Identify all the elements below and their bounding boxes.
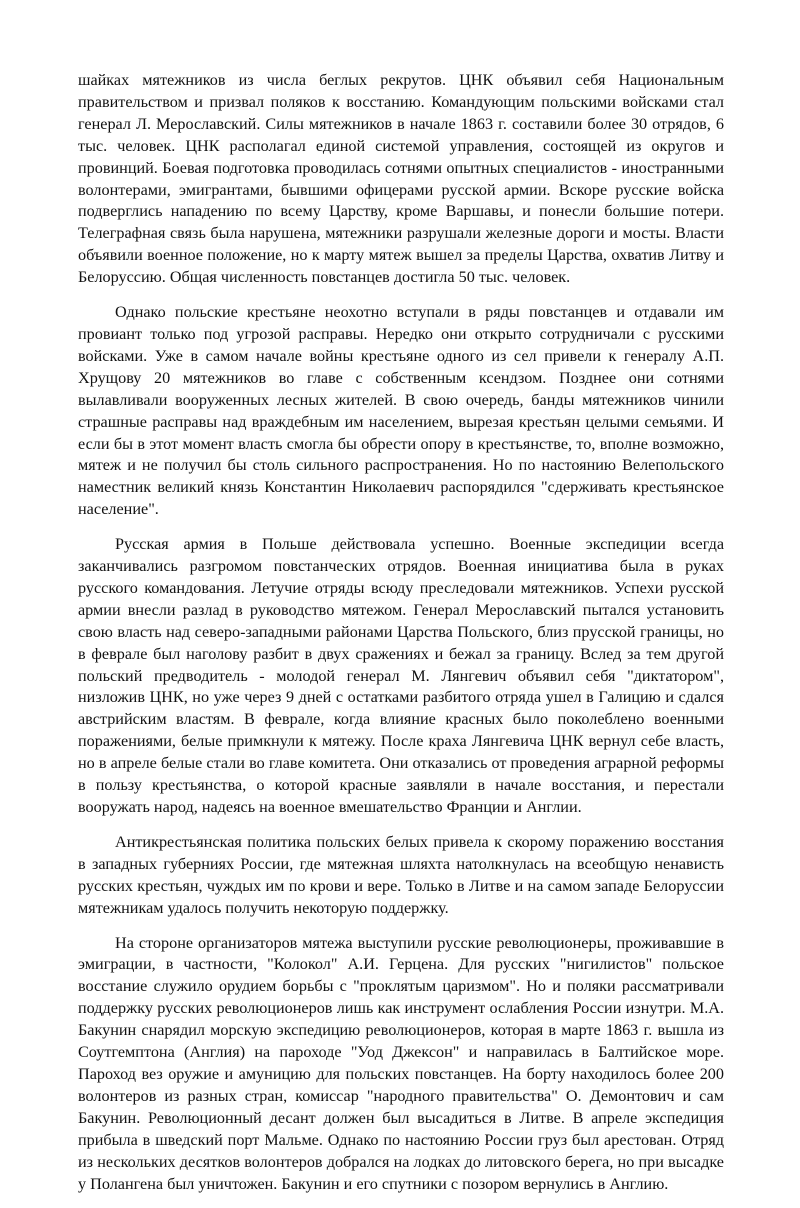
paragraph-russian-army: Русская армия в Польше действовала успешно. Военные экспедиции всегда заканчивались разгромом повстанческих отрядов. Военная инициатива была в руках русского командования. Летучие отряды всюду преследовали мятежников. Успехи русской армии внесли разлад в руководство мятежом. Генерал Мерославский пытался установить свою власть над северо-западными районами Царства Польского, близ прусской границы, но в феврале был наголову разбит в двух сражениях и бежал за границу. Вслед за тем другой польский предводитель - молодой генерал М. Лянгевич объявил себя "диктатором", низложив ЦНК, но уже через 9 дней с остатками разбитого отряда ушел в Галицию и сдался австрийским властям. В феврале, когда влияние красных было поколеблено военными поражениями, белые примкнули к мятежу. После краха Лянгевича ЦНК вернул себе власть, но в апреле белые стали во главе комитета. Они отказались от проведения аграрной реформы в пользу крестьянства, о которой красные заявляли в начале восстания, и перестали вооружать народ, надеясь на военное вмешательство Франции и Англии. bbox=[78, 535, 724, 816]
paragraph-revolutionaries: На стороне организаторов мятежа выступили русские революционеры, проживавшие в эмиграции, в частности, "Колокол" А.И. Герцена. Для русских "нигилистов" польское восстание служило орудием борьбы с "проклятым царизмом". Но и поляки рассматривали поддержку русских революционеров лишь как инструмент ослабления России изнутри. М.А. Бакунин снарядил морскую экспедицию революционеров, которая в марте 1863 г. вышла из Соутгемптона (Англия) на пароходе "Уод Джексон" и направилась в Балтийское море. Пароход вез оружие и амуницию для польских повстанцев. На борту находилось более 200 волонтеров из разных стран, комиссар "народного правительства" О. Демонтович и сам Бакунин. Революционный десант должен был высадиться в Литве. В апреле экспедиция прибыла в шведский порт Мальме. Однако по настоянию России груз был арестован. Отряд из нескольких десятков волонтеров добрался на лодках до литовского берега, но при высадке у Полангена был уничтожен. Бакунин и его спутники с позором вернулись в Англию. bbox=[78, 933, 724, 1193]
paragraph-peasants: Однако польские крестьяне неохотно вступали в ряды повстанцев и отдавали им провиант только под угрозой расправы. Нередко они открыто сотрудничали с русскими войсками. Уже в самом начале войны крестьяне одного из сел привели к генералу А.П. Хрущову 20 мятежников во главе с собственным ксендзом. Позднее они сотнями вылавливали вооруженных лесных жителей. В свою очередь, банды мятежников чинили страшные расправы над враждебным им населением, вырезая крестьян целыми семьями. И если бы в этот момент власть смогла бы обрести опору в крестьянстве, то, вполне возможно, мятеж и не получил бы столь сильного распространения. Но по настоянию Велепольского наместник великий князь Константин Николаевич распорядился "сдерживать крестьянское население". bbox=[78, 303, 724, 519]
document-page bbox=[78, 70, 724, 1208]
paragraph-continuation: шайках мятежников из числа беглых рекрутов. ЦНК объявил себя Национальным правительством и призвал поляков к восстанию. Командующим польскими войсками стал генерал Л. Мерославский. Силы мятежников в начале 1863 г. составили более 30 отрядов, 6 тыс. человек. ЦНК располагал единой системой управления, состоящей из округов и провинций. Боевая подготовка проводилась сотнями опытных специалистов - иностранными волонтерами, эмигрантами, бывшими офицерами русской армии. Вскоре русские войска подверглись нападению по всему Царству, кроме Варшавы, и понесли большие потери. Телеграфная связь была нарушена, мятежники разрушали железные дороги и мосты. Власти объявили военное положение, но к марту мятеж вышел за пределы Царства, охватив Литву и Белоруссию. Общая численность повстанцев достигла 50 тыс. человек. bbox=[78, 71, 724, 287]
paragraph-anti-peasant-policy: Антикрестьянская политика польских белых привела к скорому поражению восстания в западных губерниях России, где мятежная шляхта натолкнулась на всеобщую ненависть русских крестьян, чуждых им по крови и вере. Только в Литве и на самом западе Белоруссии мятежникам удалось получить некоторую поддержку. bbox=[78, 832, 724, 917]
